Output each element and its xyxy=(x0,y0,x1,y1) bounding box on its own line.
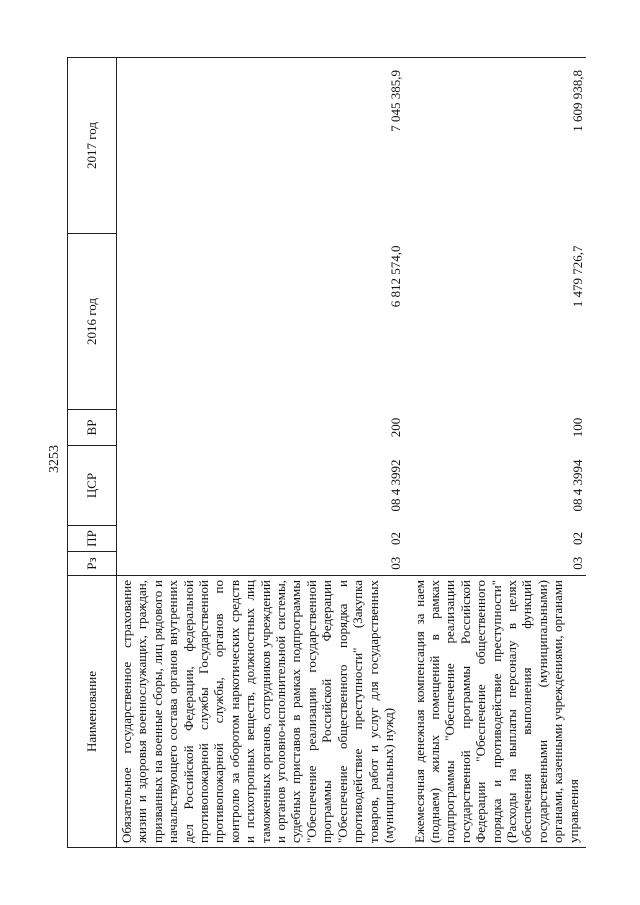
header-rz: Рз xyxy=(68,552,117,576)
row-rz: 03 xyxy=(388,556,404,570)
header-name: Наименование xyxy=(68,576,117,848)
header-pr: ПР xyxy=(68,526,117,552)
row-2016: 1 479 726,7 xyxy=(570,245,586,308)
row-name: Обязательное государственное страхование жизни и здоровья военнослужащих, граждан, призванных на военные сборы, лиц рядового и начальствующего состава органов внутренних дел Российской Федерации, федеральной противопожарной службы Государственной противопожарной службы, органов по контролю за оборотом наркотических средств и психотропных веществ, должностных лиц таможенных органов, сотрудников учреждений и органов уголовно-исполнительной системы, судебных приставов в рамках подпрограммы "Обеспечение реализации государственной программы Российской Федерации "Обеспечение общественного порядка и противодействие преступности" (Закупка товаров, работ и услуг для государственных (муниципальных) нужд) xyxy=(117,576,410,848)
header-csr: ЦСР xyxy=(68,446,117,526)
row-csr: 08 4 3994 xyxy=(570,459,586,512)
header-vr: ВР xyxy=(68,410,117,446)
row-2017: 7 045 385,9 xyxy=(117,58,410,234)
table-row xyxy=(410,58,586,848)
header-2016: 2016 год xyxy=(68,234,117,410)
budget-table xyxy=(67,57,586,848)
row-pr: 02 xyxy=(388,532,404,545)
page-number: 3253 xyxy=(47,445,62,473)
header-row xyxy=(68,58,117,848)
row-vr: 200 xyxy=(388,417,404,438)
rotated-content xyxy=(47,58,586,848)
row-pr: 02 xyxy=(570,532,586,545)
table-row xyxy=(117,58,410,848)
row-2016: 6 812 574,0 xyxy=(388,245,404,308)
header-2017: 2017 год xyxy=(68,58,117,234)
row-csr: 08 4 3992 xyxy=(388,459,404,512)
row-name: Ежемесячная денежная компенсация за наем (поднаем) жилых помещений в рамках подпрограммы "Обеспечение реализации государственной программы Российской Федерации "Обеспечение общественного порядка и противодействие преступности" (Расходы на выплаты персоналу в целях обеспечения выполнения функций государственными (муниципальными) органами, казенными учреждениями, органами управления xyxy=(410,576,586,848)
row-rz: 03 xyxy=(570,556,586,570)
row-vr: 100 xyxy=(570,417,586,438)
row-2017: 1 609 938,8 xyxy=(410,58,586,234)
